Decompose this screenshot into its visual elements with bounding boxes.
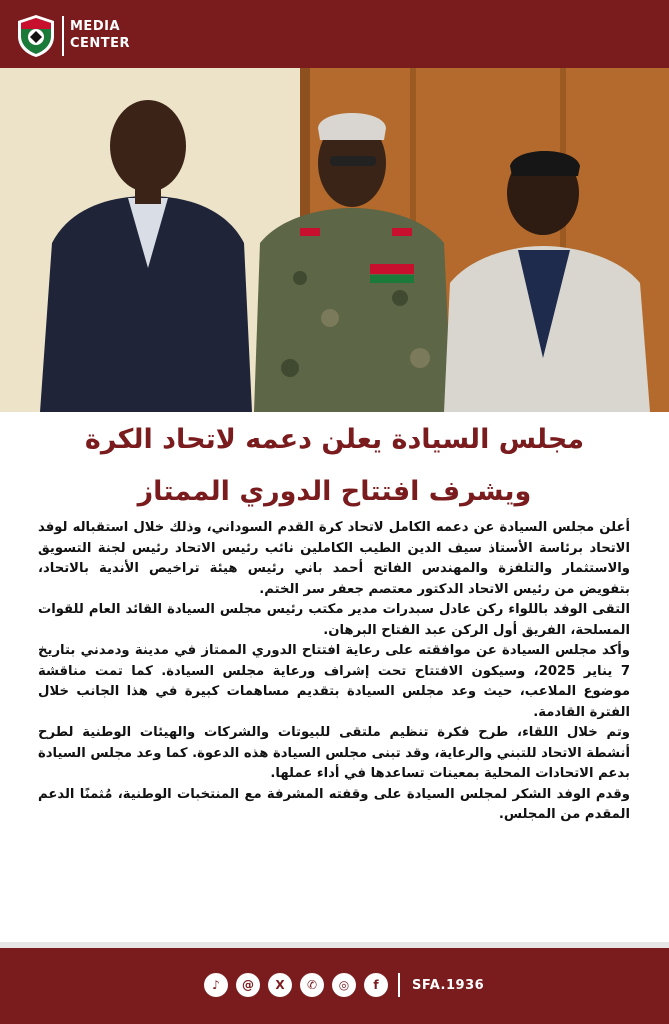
news-photo (0, 68, 669, 412)
header-divider (62, 16, 64, 56)
article-paragraph: أعلن مجلس السيادة عن دعمه الكامل لاتحاد كرة القدم السوداني، وذلك خلال استقباله لوفد الاتحاد برئاسة الأستاذ سيف الدين الطيب الكاملين نائب رئيس الاتحاد رئيس لجنة التسويق والاستثمار والتلفزة والمهندس الفاتح أحمد باني رئيس هيئة تراخيص الأندية بالاتحاد، بتفويض من رئيس الاتحاد الدكتور معتصم جعفر سر الختم. (38, 520, 630, 597)
header-bar (0, 0, 669, 68)
photo-three-men (0, 68, 669, 412)
social-links (204, 972, 484, 998)
sfa-handle[interactable]: SFA.1936 (412, 977, 485, 993)
headline-line-2: ويشرف افتتاح الدوري الممتاز (137, 476, 532, 507)
threads-icon[interactable]: @ (236, 973, 260, 997)
brand-line-2: CENTER (70, 36, 131, 51)
sfa-logo-icon (16, 14, 56, 58)
media-center-label (70, 18, 130, 52)
phone-icon[interactable]: ✆ (300, 973, 324, 997)
article-paragraph: وتم خلال اللقاء، طرح فكرة تنظيم ملتقى للبيوتات والشركات والهيئات الوطنية لطرح أنشطة الاتحاد للتبني والرعاية، وقد تبنى مجلس السيادة هذه الدعوة. كما وعد مجلس السيادة بدعم الاتحادات المحلية بمعينات تساعدها في أداء عملها. (37, 725, 630, 781)
x-icon[interactable]: X (268, 973, 292, 997)
article-paragraph: وأكد مجلس السيادة عن موافقته على رعاية افتتاح الدوري الممتاز في مدينة ودمدني بتاريخ 7 يناير 2025، وسيكون الافتتاح تحت إشراف ورعاية مجلس السيادة. كما تمت مناقشة موضوع الملاعب، حيث وعد مجلس السيادة بتقديم مساهمات كبيرة في هذا الجانب خلال الفترة القادمة. (38, 643, 631, 720)
headline-line-1: مجلس السيادة يعلن دعمه لاتحاد الكرة (84, 424, 585, 455)
article-paragraph: وقدم الوفد الشكر لمجلس السيادة على وقفته المشرفة مع المنتخبات الوطنية، مُثمنًا الدعم المقدم من المجلس. (38, 786, 630, 822)
instagram-icon[interactable]: ◎ (332, 973, 356, 997)
article-paragraph: التقى الوفد باللواء ركن عادل سبدرات مدير مكتب رئيس مجلس السيادة القائد العام للقوات المسلحة، الفريق أول الركن عبد الفتاح البرهان. (38, 602, 630, 638)
facebook-icon[interactable]: f (364, 973, 388, 997)
brand-line-1: MEDIA (70, 19, 121, 34)
headline (20, 414, 649, 518)
article-body (38, 518, 630, 826)
tiktok-icon[interactable]: ♪ (204, 973, 228, 997)
footer-divider (398, 973, 400, 997)
